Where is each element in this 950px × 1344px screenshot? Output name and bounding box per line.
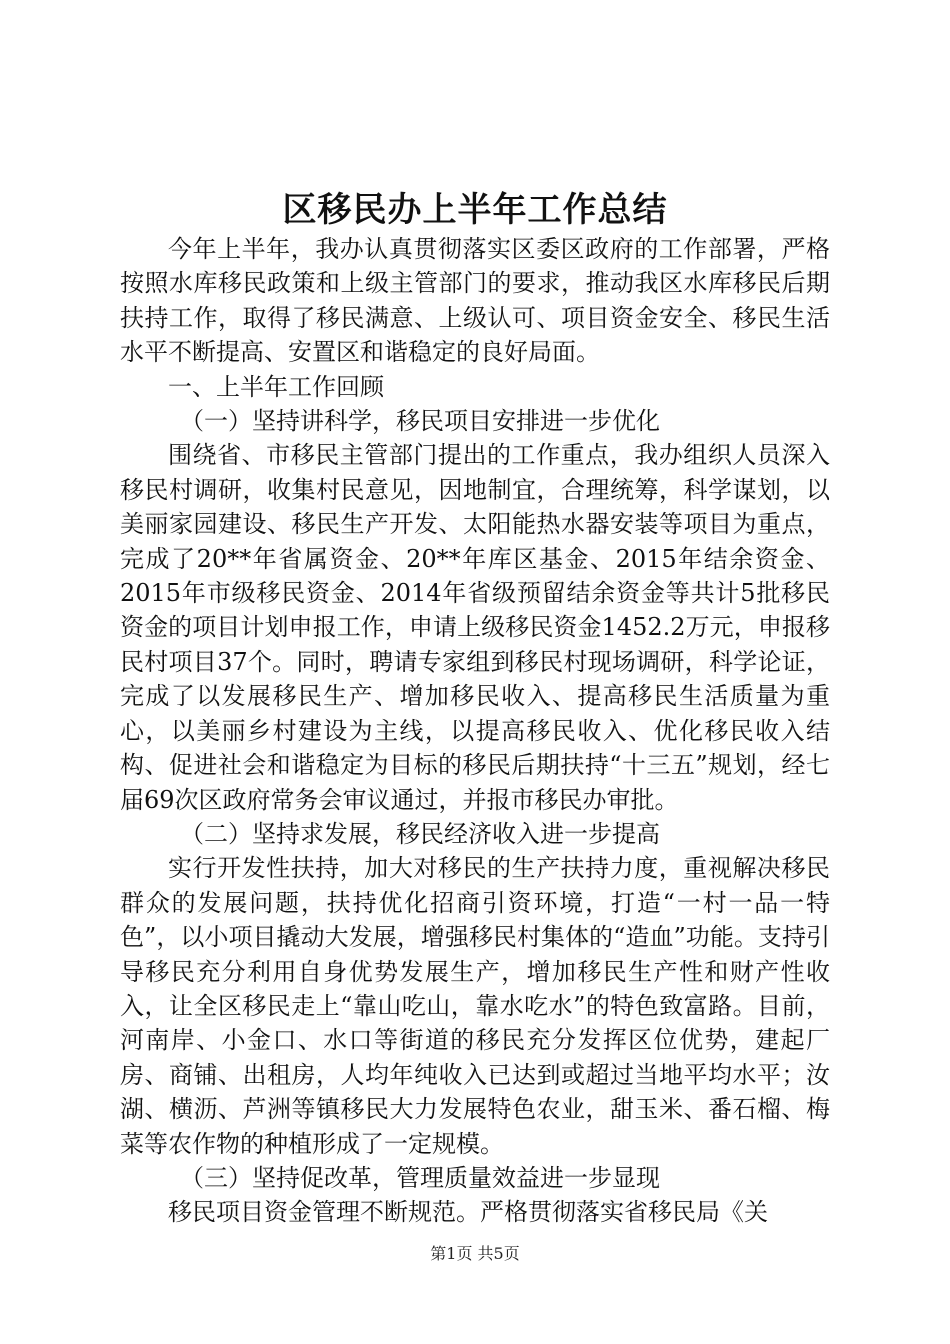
page-footer: 第1页 共5页 — [430, 1244, 520, 1263]
document-body — [120, 232, 830, 1230]
document-title: 区移民办上半年工作总结 — [282, 190, 668, 230]
paragraph-fund-management: 移民项目资金管理不断规范。严格贯彻落实省移民局《关 — [168, 1198, 768, 1227]
subsection-heading-3: （三）坚持促改革，管理质量效益进一步显现 — [180, 1163, 660, 1192]
paragraph-intro: 今年上半年，我办认真贯彻落实区委区政府的工作部署，严格按照水库移民政策和上级主管部门的要求，推动我区水库移民后期扶持工作，取得了移民满意、上级认可、项目资金安全、移民生活水平不断提高、安置区和谐稳定的良好局面。 — [120, 235, 830, 367]
paragraph-project-planning: 围绕省、市移民主管部门提出的工作重点，我办组织人员深入移民村调研，收集村民意见，因地制宜，合理统筹，科学谋划，以美丽家园建设、移民生产开发、太阳能热水器安装等项目为重点，完成了20**年省属资金、20**年库区基金、2015年结余资金、2015年市级移民资金、2014年省级预留结余资金等共计5批移民资金的项目计划申报工作，申请上级移民资金1452.2万元，申报移民村项目37个。同时，聘请专家组到移民村现场调研，科学论证，完成了以发展移民生产、增加移民收入、提高移民生活质量为重心，以美丽乡村建设为主线，以提高移民收入、优化移民收入结构、促进社会和谐稳定为目标的移民后期扶持“十三五”规划，经七届69次区政府常务会审议通过，并报市移民办审批。 — [120, 441, 830, 814]
paragraph-economic-development: 实行开发性扶持，加大对移民的生产扶持力度，重视解决移民群众的发展问题，扶持优化招商引资环境，打造“一村一品一特色”，以小项目撬动大发展，增强移民村集体的“造血”功能。支持引导移民充分利用自身优势发展生产，增加移民生产性和财产性收入，让全区移民走上“靠山吃山，靠水吃水”的特色致富路。目前，河南岸、小金口、水口等街道的移民充分发挥区位优势，建起厂房、商铺、出租房，人均年纯收入已达到或超过当地平均水平；汝湖、横沥、芦洲等镇移民大力发展特色农业，甜玉米、番石榴、梅菜等农作物的种植形成了一定规模。 — [120, 854, 830, 1158]
subsection-heading-1: （一）坚持讲科学，移民项目安排进一步优化 — [180, 407, 660, 436]
section-heading: 一、上半年工作回顾 — [168, 372, 384, 401]
subsection-heading-2: （二）坚持求发展，移民经济收入进一步提高 — [180, 819, 660, 848]
